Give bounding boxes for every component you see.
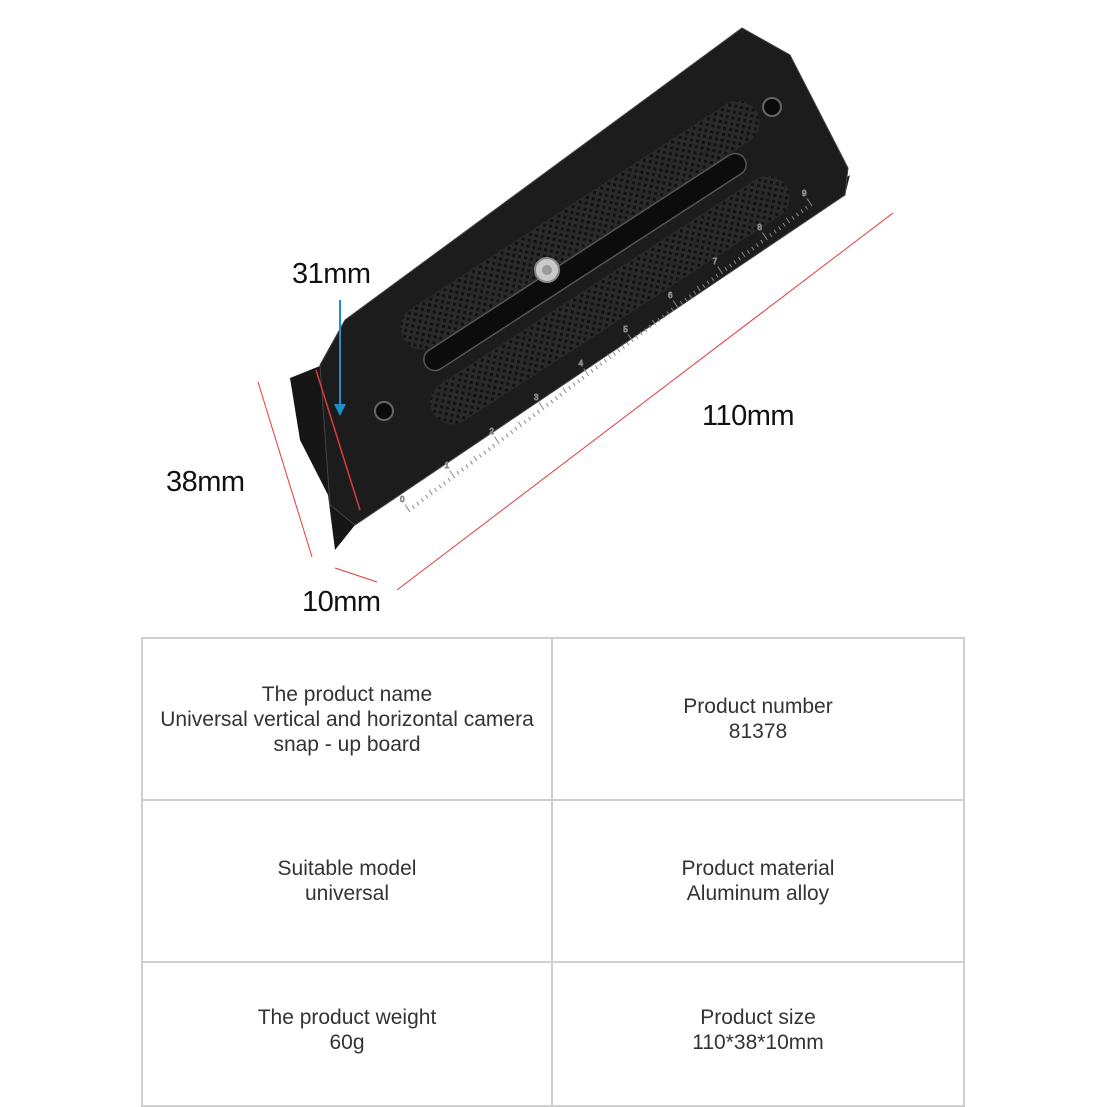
ruler-tick xyxy=(470,461,472,464)
ruler-tick xyxy=(511,430,513,433)
plate-body xyxy=(320,28,848,525)
spec-value: 60g xyxy=(329,1031,365,1054)
ruler-tick xyxy=(555,396,557,399)
ruler-tick xyxy=(627,342,629,345)
ruler-tick xyxy=(457,471,459,474)
ruler-tick xyxy=(417,502,419,505)
ruler-tick xyxy=(608,354,611,359)
ruler-tick xyxy=(604,359,606,362)
spec-label: Product number xyxy=(683,695,833,718)
ruler-tick xyxy=(484,451,486,454)
ruler-tick xyxy=(444,481,446,484)
spec-table xyxy=(141,637,965,1107)
length-dimension-label: 110mm xyxy=(702,400,795,432)
ruler-tick xyxy=(622,345,624,348)
ruler-numeral: 1 xyxy=(444,461,450,470)
spec-value: Aluminum alloy xyxy=(686,882,830,905)
ruler-tick xyxy=(448,478,450,481)
spec-value: 110*38*10mm xyxy=(692,1031,824,1054)
spec-value: 81378 xyxy=(728,720,788,743)
spec-cell-weight xyxy=(143,963,553,1105)
ruler-tick xyxy=(502,437,504,440)
spec-label: The product name xyxy=(261,682,433,706)
ruler-tick xyxy=(595,366,597,369)
spec-label: Suitable model xyxy=(277,857,417,880)
ruler-tick xyxy=(493,444,495,447)
thickness-dimension-line xyxy=(335,568,377,582)
ruler-numeral: 9 xyxy=(802,189,807,198)
ruler-numeral: 6 xyxy=(668,291,673,300)
spec-cell-suitable-model xyxy=(143,801,553,963)
ruler-tick xyxy=(494,437,499,444)
ruler-tick xyxy=(435,488,437,491)
ruler-tick xyxy=(461,468,463,471)
spec-label: Product size xyxy=(700,1006,816,1029)
ruler-tick xyxy=(421,498,423,501)
ruler-tick xyxy=(405,505,410,512)
spec-cell-size xyxy=(553,963,963,1105)
ruler-tick xyxy=(618,349,620,352)
ruler-tick xyxy=(479,454,481,457)
ruler-tick xyxy=(539,403,544,410)
spec-value: Universal vertical and horizontal camera xyxy=(160,707,534,731)
ruler-tick xyxy=(439,485,441,488)
spec-value-line2: snap - up board xyxy=(273,732,421,756)
ruler-numeral: 7 xyxy=(712,257,718,266)
ruler-numeral: 3 xyxy=(534,393,539,402)
ruler-tick xyxy=(533,413,535,416)
ruler-tick xyxy=(528,417,530,420)
spec-cell-material xyxy=(553,801,963,963)
ruler-tick xyxy=(560,393,562,396)
spec-cell-product-number xyxy=(553,639,963,801)
ruler-tick xyxy=(600,362,602,365)
ruler-tick xyxy=(613,352,615,355)
ruler-tick xyxy=(488,447,490,450)
ruler-tick xyxy=(563,388,566,393)
spec-cell-product-name xyxy=(143,639,553,801)
width-dimension-label: 38mm xyxy=(166,466,245,498)
ruler-tick xyxy=(450,471,455,478)
ruler-tick xyxy=(551,400,553,403)
ruler-tick xyxy=(426,495,428,498)
ruler-tick xyxy=(515,427,517,430)
ruler-tick xyxy=(466,464,468,467)
mounting-hole-top xyxy=(763,98,781,116)
ruler-tick xyxy=(412,505,414,508)
ruler-tick xyxy=(591,369,593,372)
ruler-tick xyxy=(578,379,580,382)
ruler-numeral: 5 xyxy=(623,325,628,334)
ruler-tick xyxy=(524,420,526,423)
ruler-tick xyxy=(582,376,584,379)
ruler-numeral: 4 xyxy=(578,359,584,368)
spec-value: universal xyxy=(304,882,390,905)
ruler-tick xyxy=(474,456,477,461)
ruler-tick xyxy=(518,422,521,427)
spec-label: The product weight xyxy=(257,1006,437,1029)
height-dimension-label: 31mm xyxy=(292,258,371,290)
ruler-numeral: 2 xyxy=(489,427,494,436)
mounting-hole-bottom xyxy=(375,402,393,420)
ruler-numeral: 8 xyxy=(757,223,762,232)
ruler-tick xyxy=(429,490,432,495)
thickness-dimension-label: 10mm xyxy=(302,586,381,618)
ruler-tick xyxy=(569,386,571,389)
ruler-tick xyxy=(573,383,575,386)
ruler-tick xyxy=(546,403,548,406)
ruler-tick xyxy=(537,410,539,413)
ruler-tick xyxy=(506,434,508,437)
ruler-numeral: 0 xyxy=(400,495,405,504)
spec-label: Product material xyxy=(681,857,835,880)
